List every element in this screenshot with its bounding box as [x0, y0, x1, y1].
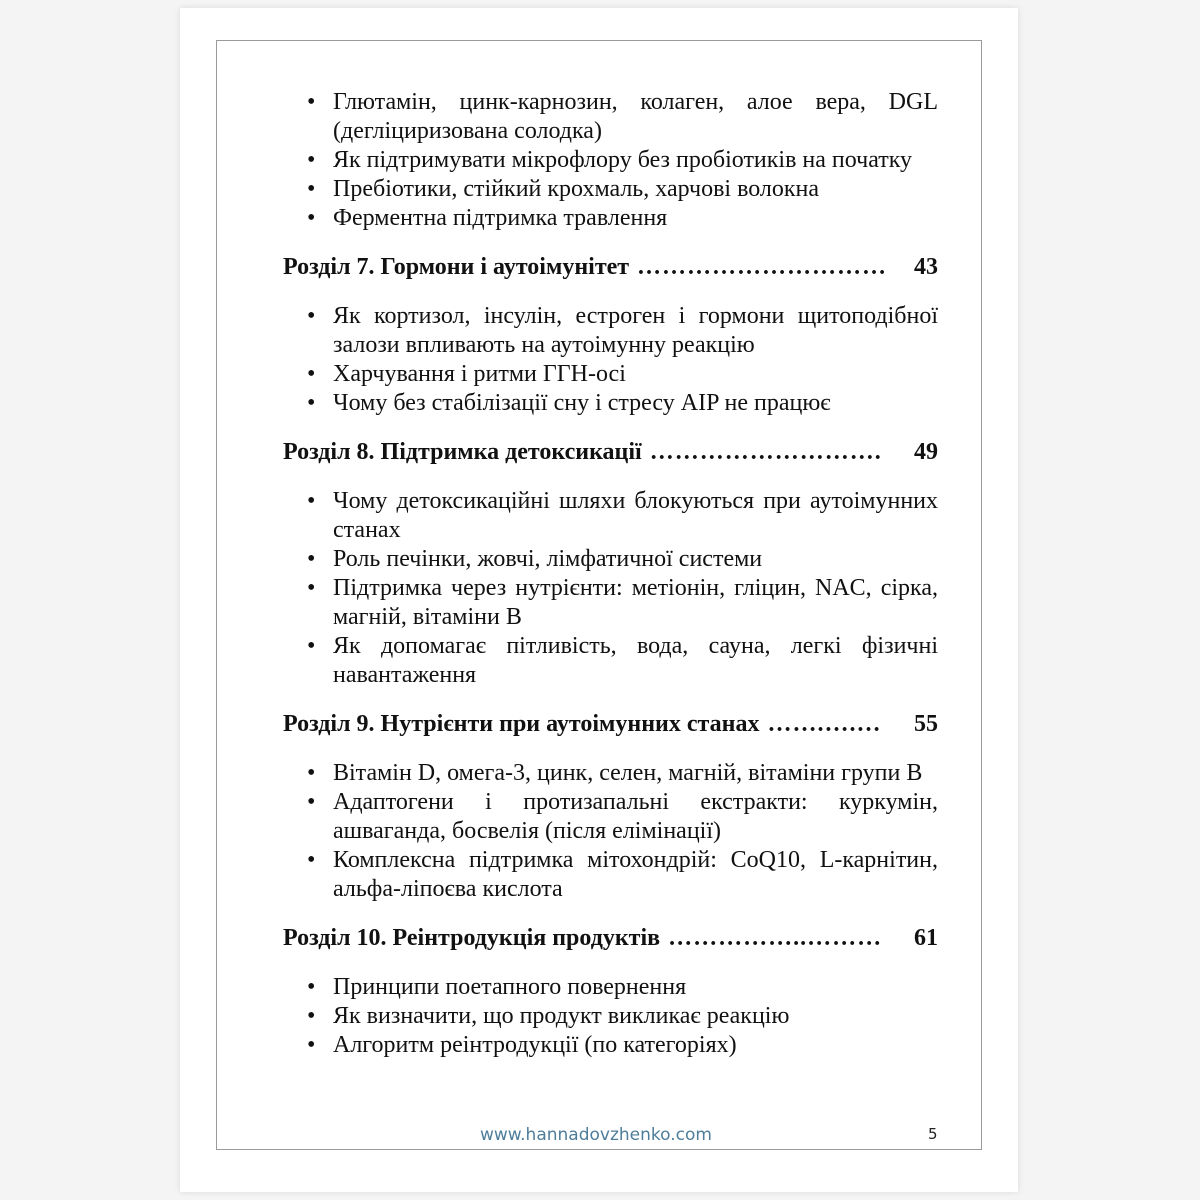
list-item [283, 389, 938, 418]
section-page-number: 61 [914, 925, 938, 951]
list-item [283, 1031, 938, 1060]
list-item [283, 632, 938, 690]
document-page [180, 8, 1018, 1192]
list-item [283, 973, 938, 1002]
list-item-text: Роль печінки, жовчі, лімфатичної системи [333, 546, 763, 572]
bullet-icon: • [307, 1032, 316, 1058]
list-item-text: Чому без стабілізації сну і стресу AIP не працює [333, 390, 831, 416]
list-item [283, 302, 938, 360]
bullet-icon: • [307, 1003, 316, 1029]
section-title: Розділ 10. Реінтродукція продуктів [283, 925, 661, 951]
list-item [283, 1002, 938, 1031]
bullet-icon: • [307, 390, 316, 416]
list-item-text: Ферментна підтримка травлення [333, 205, 668, 231]
section-page-number: 43 [914, 254, 938, 280]
section-heading-8 [283, 438, 938, 467]
section-title: Розділ 9. Нутрієнти при аутоімунних станах [283, 711, 760, 737]
list-item [283, 360, 938, 389]
list-item-text: Алгоритм реінтродукції (по категоріях) [333, 1032, 737, 1058]
list-item [283, 88, 938, 146]
bullet-icon: • [307, 89, 316, 115]
list-item-text: Вітамін D, омега-3, цинк, селен, магній, вітаміни групи B [333, 760, 923, 786]
list-item [283, 545, 938, 574]
footer-page-number: 5 [928, 1125, 938, 1143]
section-leader-dots: …….….… [767, 711, 882, 737]
bullet-icon: • [307, 205, 316, 231]
section-heading-9 [283, 710, 938, 739]
list-item-text: Підтримка через нутрієнти: метіонін, гліцин, NAC, сірка, магній, вітаміни B [333, 575, 938, 630]
section-heading-10 [283, 924, 938, 953]
list-item-text: Принципи поетапного повернення [333, 974, 687, 1000]
bullet-icon: • [307, 147, 316, 173]
section-10-item-list [283, 973, 938, 1060]
bullet-icon: • [307, 488, 316, 514]
section-8-item-list [283, 487, 938, 690]
bullet-icon: • [307, 847, 316, 873]
section-title: Розділ 8. Підтримка детоксикації [283, 439, 642, 465]
section-7-item-list [283, 302, 938, 418]
bullet-icon: • [307, 789, 316, 815]
section-leader-dots: ………………………… [637, 254, 888, 280]
list-item-text: Як підтримувати мікрофлору без пробіотиків на початку [333, 147, 913, 173]
list-item [283, 175, 938, 204]
list-item [283, 759, 938, 788]
bullet-icon: • [307, 176, 316, 202]
list-item-text: Харчування і ритми ГГН-осі [333, 361, 626, 387]
section-page-number: 55 [914, 711, 938, 737]
bullet-icon: • [307, 633, 316, 659]
list-item-text: Як допомагає пітливість, вода, сауна, легкі фізичні навантаження [333, 633, 938, 688]
list-item-text: Як кортизол, інсулін, естроген і гормони щитоподібної залози впливають на аутоімунну реакцію [333, 303, 938, 358]
intro-item-list [283, 88, 938, 233]
bullet-icon: • [307, 303, 316, 329]
section-page-number: 49 [914, 439, 938, 465]
table-of-contents [283, 88, 938, 1060]
section-title: Розділ 7. Гормони і аутоімунітет [283, 254, 630, 280]
bullet-icon: • [307, 974, 316, 1000]
list-item-text: Глютамін, цинк-карнозин, колаген, алое вера, DGL (дегліциризована солодка) [333, 89, 938, 144]
list-item-text: Адаптогени і протизапальні екстракти: куркумін, ашваганда, босвелія (після елімінації) [333, 789, 938, 844]
section-heading-7 [283, 253, 938, 282]
list-item-text: Комплексна підтримка мітохондрій: CoQ10, L-карнітин, альфа-ліпоєва кислота [333, 847, 938, 902]
section-leader-dots: ……………..……… [668, 925, 883, 951]
list-item-text: Як визначити, що продукт викликає реакцію [333, 1003, 790, 1029]
list-item-text: Пребіотики, стійкий крохмаль, харчові волокна [333, 176, 820, 202]
section-leader-dots: ………………………. [649, 439, 882, 465]
list-item [283, 204, 938, 233]
list-item [283, 146, 938, 175]
bullet-icon: • [307, 760, 316, 786]
list-item [283, 487, 938, 545]
list-item-text: Чому детоксикаційні шляхи блокуються при аутоімунних станах [333, 488, 938, 543]
list-item [283, 846, 938, 904]
section-9-item-list [283, 759, 938, 904]
bullet-icon: • [307, 361, 316, 387]
footer-website-link[interactable]: www.hannadovzhenko.com [480, 1125, 712, 1145]
list-item [283, 788, 938, 846]
bullet-icon: • [307, 575, 316, 601]
list-item [283, 574, 938, 632]
bullet-icon: • [307, 546, 316, 572]
